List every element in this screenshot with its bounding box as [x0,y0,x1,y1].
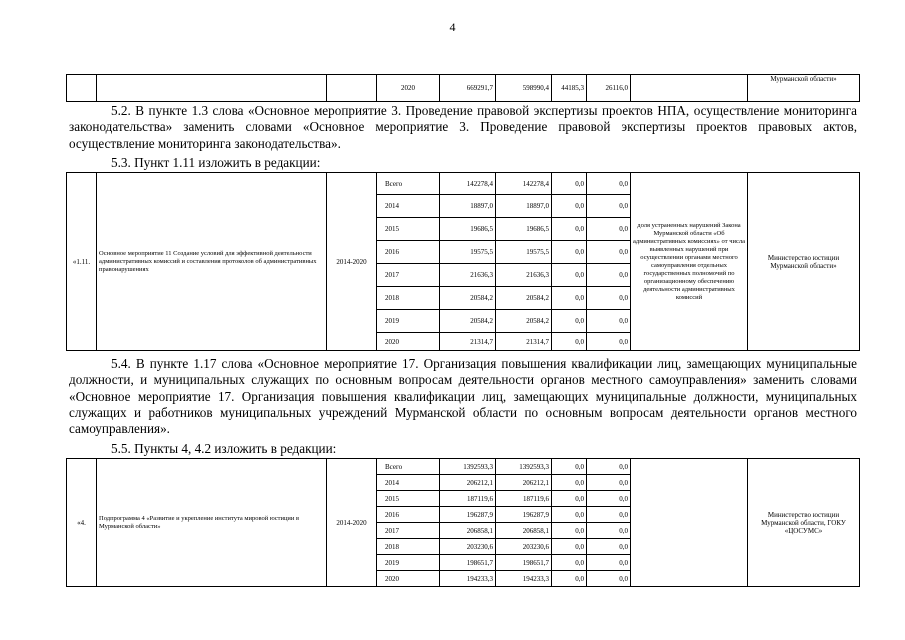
year-cell: Всего [377,173,440,195]
federal-cell: 0,0 [552,459,587,475]
other-cell: 0,0 [587,571,631,587]
other-cell: 0,0 [587,333,631,351]
cell-name [97,75,327,102]
other-cell: 0,0 [587,310,631,333]
year-cell: 2016 [377,241,440,264]
total-cell: 21314,7 [440,333,496,351]
other-cell: 0,0 [587,173,631,195]
cell-other: 26116,0 [587,75,631,102]
other-cell: 0,0 [587,523,631,539]
heading-5-5: 5.5. Пункты 4, 4.2 изложить в редакции: [111,441,337,456]
regional-cell: 194233,3 [496,571,552,587]
regional-cell: 206212,1 [496,475,552,491]
other-cell: 0,0 [587,475,631,491]
total-cell: 206858,1 [440,523,496,539]
total-cell: 194233,3 [440,571,496,587]
federal-cell: 0,0 [552,539,587,555]
regional-cell: 198651,7 [496,555,552,571]
federal-cell: 0,0 [552,333,587,351]
year-cell: 2018 [377,539,440,555]
federal-cell: 0,0 [552,507,587,523]
item-period: 2014-2020 [327,173,377,351]
year-cell: 2020 [377,571,440,587]
cell-num [67,75,97,102]
federal-cell: 0,0 [552,218,587,241]
regional-cell: 18897,0 [496,195,552,218]
regional-cell: 142278,4 [496,173,552,195]
federal-cell: 0,0 [552,491,587,507]
federal-cell: 0,0 [552,264,587,287]
year-cell: 2014 [377,475,440,491]
regional-cell: 203230,6 [496,539,552,555]
paragraph-5-2: 5.2. В пункте 1.3 слова «Основное мероприятие 3. Проведение правовой экспертизы проектов НПА, осуществление мониторинга законодательства» заменить словами «Основное мероприятие 3. Проведение правовой экспертизы проектов правовых актов, осуществление мониторинга законодательства». [69,103,857,151]
regional-cell: 21636,3 [496,264,552,287]
item-number: «1.11. [67,173,97,351]
item-number: «4. [67,459,97,587]
year-cell: 2019 [377,555,440,571]
other-cell: 0,0 [587,264,631,287]
federal-cell: 0,0 [552,241,587,264]
total-cell: 203230,6 [440,539,496,555]
year-cell: 2016 [377,507,440,523]
other-cell: 0,0 [587,507,631,523]
year-cell: 2015 [377,218,440,241]
other-cell: 0,0 [587,195,631,218]
federal-cell: 0,0 [552,571,587,587]
other-cell: 0,0 [587,555,631,571]
cell-total: 669291,7 [440,75,496,102]
total-cell: 18897,0 [440,195,496,218]
year-cell: 2017 [377,523,440,539]
total-cell: 20584,2 [440,287,496,310]
total-cell: 20584,2 [440,310,496,333]
total-cell: 142278,4 [440,173,496,195]
other-cell: 0,0 [587,491,631,507]
federal-cell: 0,0 [552,287,587,310]
paragraph-5-4: 5.4. В пункте 1.17 слова «Основное мероприятие 17. Организация повышения квалификации лиц, замещающих муниципальные должности, и муниципальных служащих по основным вопросам деятельности органов местного самоуправления» заменить словами «Основное мероприятие 17. Организация повышения квалификации лиц, замещающих муниципальные должности, муниципальных служащих и работников муниципальных учреждений Мурманской области по основным вопросам деятельности органов местного самоуправления». [69,356,857,437]
table-item-4 [66,458,860,587]
year-cell: 2019 [377,310,440,333]
federal-cell: 0,0 [552,195,587,218]
other-cell: 0,0 [587,459,631,475]
other-cell: 0,0 [587,218,631,241]
other-cell: 0,0 [587,241,631,264]
heading-5-3: 5.3. Пункт 1.11 изложить в редакции: [111,155,321,170]
year-cell: 2020 [377,333,440,351]
item-period: 2014-2020 [327,459,377,587]
total-cell: 196287,9 [440,507,496,523]
cell-indicator [631,75,748,102]
federal-cell: 0,0 [552,523,587,539]
regional-cell: 187119,6 [496,491,552,507]
federal-cell: 0,0 [552,475,587,491]
regional-cell: 206858,1 [496,523,552,539]
regional-cell: 1392593,3 [496,459,552,475]
cell-regional: 598990,4 [496,75,552,102]
regional-cell: 21314,7 [496,333,552,351]
regional-cell: 19575,5 [496,241,552,264]
total-cell: 19686,5 [440,218,496,241]
item-name: Основное мероприятие 11 Создание условий для эффективной деятельности административных комиссий и составления протоколов об административных правонарушениях [97,173,327,351]
total-cell: 206212,1 [440,475,496,491]
year-cell: Всего [377,459,440,475]
year-cell: 2014 [377,195,440,218]
indicator-cell: доля устраненных нарушений Закона Мурманской области «Об административных комиссиях» от числа выявленных нарушений при осуществлении органами местного самоуправления отдельных государственных полномочий по организационному обеспечению деятельности административных комиссий [631,173,748,351]
year-cell: 2017 [377,264,440,287]
regional-cell: 20584,2 [496,287,552,310]
federal-cell: 0,0 [552,555,587,571]
total-cell: 19575,5 [440,241,496,264]
cell-federal: 44185,3 [552,75,587,102]
total-cell: 1392593,3 [440,459,496,475]
table-top-fragment [66,74,860,102]
regional-cell: 196287,9 [496,507,552,523]
total-cell: 187119,6 [440,491,496,507]
other-cell: 0,0 [587,287,631,310]
cell-period [327,75,377,102]
total-cell: 198651,7 [440,555,496,571]
regional-cell: 20584,2 [496,310,552,333]
item-name: Подпрограмма 4 «Развитие и укрепление института мировой юстиции в Мурманской области» [97,459,327,587]
page-number: 4 [449,20,456,34]
federal-cell: 0,0 [552,310,587,333]
cell-year: 2020 [377,75,440,102]
other-cell: 0,0 [587,539,631,555]
year-cell: 2018 [377,287,440,310]
regional-cell: 19686,5 [496,218,552,241]
cell-executor: Мурманской области» [748,75,860,102]
indicator-cell [631,459,748,587]
table-item-1-11 [66,172,860,351]
executor-cell: Министерство юстиции Мурманской области» [748,173,860,351]
year-cell: 2015 [377,491,440,507]
federal-cell: 0,0 [552,173,587,195]
executor-cell: Министерство юстиции Мурманской области, ГОКУ «ЦОСУМС» [748,459,860,587]
total-cell: 21636,3 [440,264,496,287]
